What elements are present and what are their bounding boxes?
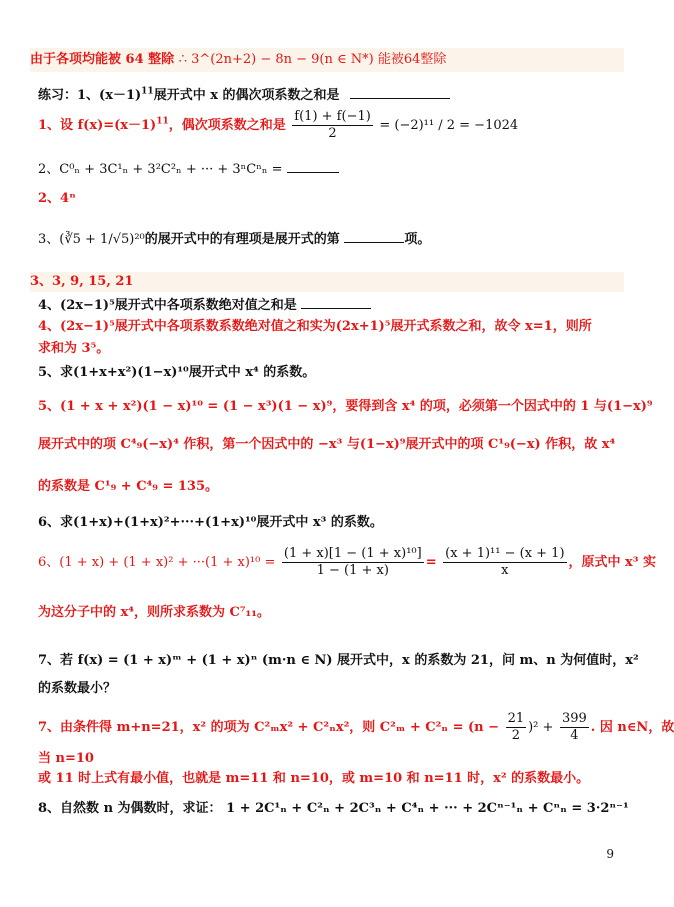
question-3-end: 项。 (404, 232, 431, 247)
answer-blank (287, 160, 339, 173)
answer-2: 2、4ⁿ (38, 191, 76, 206)
answer-blank (344, 230, 404, 243)
question-5: 5、求(1+x+x²)(1−x)¹⁰展开式中 x⁴ 的系数。 (38, 365, 316, 380)
answer-7-fraction-1: $\frac{21}{2}$ (507, 711, 525, 743)
answer-5-line-3: 的系数是 C¹₉ + C⁴₉ = 135。 (38, 479, 219, 494)
answer-3: 3、3, 9, 15, 21 (30, 272, 624, 292)
question-6: 6、求(1+x)+(1+x)²+···+(1+x)¹⁰展开式中 x³ 的系数。 (38, 515, 383, 530)
answer-7-line-2: 当 n=10 (38, 751, 94, 766)
answer-1: 1、设 $f(x)=(x-1)^{11}$，偶次项系数之和是 $\frac{f(1) + f(-1)}{2}$ = (−2)¹¹ / 2 = −1024 (38, 109, 519, 141)
answer-6-fraction-2: $\frac{\text{(x + 1)¹¹ − (x + 1)}}{x}$ (445, 546, 565, 578)
answer-1-result: = (−2)¹¹ / 2 = −1024 (379, 118, 519, 133)
question-3 (38, 230, 624, 249)
question-3-text: 的展开式中的有理项是展开式的第 (144, 232, 340, 247)
answer-7: 7、由条件得 m+n=21，x² 的项为 C²ₘx² + C²ₙx²，则 C²ₘ + C²ₙ = (n − $\frac{21}{2}$ )² + $\frac{399}{4}$ . 因 n∈N，故 (38, 711, 674, 743)
answer-7-post: . 因 n∈N，故 (590, 720, 674, 735)
highlight-line (30, 48, 624, 72)
answer-7-line-3: 或 11 时上式有最小值，也就是 m=11 和 n=10，或 m=10 和 n=11 时，x² 的系数最小。 (38, 771, 590, 786)
highlight-text: 由于各项均能被 64 整除 (30, 52, 175, 67)
answer-5-line-1: 5、(1 + x + x²)(1 − x)¹⁰ = (1 − x³)(1 − x)⁹，要得到含 x⁴ 的项，必须第一个因式中的 1 与(1−x)⁹ (38, 399, 653, 414)
question-2-text: 2、C⁰ₙ + 3C¹ₙ + 3²C²ₙ + ··· + 3ⁿCⁿₙ = (38, 162, 283, 177)
answer-blank (350, 86, 450, 99)
answer-blank (301, 296, 371, 309)
answer-6: 6、(1 + x) + (1 + x)² + ···(1 + x)¹⁰ = $\frac{\text{(1 + x)[1 − (1 + x)¹⁰]}}{1 - (1 + x)}$ = $\frac{\text{(x + 1)¹¹ − (x + 1)}}{x}$ ，原式中 x³ 实 (38, 546, 657, 578)
answer-6-line-2: 为这分子中的 x⁴，则所求系数为 C⁷₁₁。 (38, 605, 270, 620)
answer-6-fraction-1: $\frac{\text{(1 + x)[1 − (1 + x)¹⁰]}}{1 - (1 + x)}$ (283, 546, 422, 578)
answer-7-pre: 7、由条件得 m+n=21，x² 的项为 C²ₘx² + C²ₙx²，则 C²ₘ + C²ₙ = (n − (38, 720, 500, 735)
answer-5-line-2: 展开式中的项 C⁴₉(−x)⁴ 作积，第一个因式中的 −x³ 与(1−x)⁹展开式中的项 C¹₉(−x) 作积，故 x⁴ (38, 437, 616, 452)
question-7-line-1: 7、若 f(x) = (1 + x)ᵐ + (1 + x)ⁿ (m·n ∈ N) 展开式中，x 的系数为 21，问 m、n 为何值时，x² (38, 653, 639, 668)
answer-1-fraction: $\frac{f(1) + f(-1)}{2}$ (294, 109, 371, 141)
highlight-math: ∴ 3^(2n+2) − 8n − 9(n ∈ N*) 能被64整除 (178, 52, 447, 67)
answer-4-line-1: 4、(2x−1)⁵展开式中各项系数系数绝对值之和实为(2x+1)⁵展开式系数之和，故令 x=1，则所 (38, 319, 592, 334)
question-7-line-2: 的系数最小？ (38, 681, 117, 696)
question-3-expr: 3、(∛5 + 1/√5)²⁰ (38, 232, 145, 247)
question-8: 8、自然数 n 为偶数时，求证： 1 + 2C¹ₙ + C²ₙ + 2C³ₙ + C⁴ₙ + ··· + 2Cⁿ⁻¹ₙ + Cⁿₙ = 3·2ⁿ⁻¹ (38, 801, 629, 816)
answer-6-tail: ，原式中 x³ 实 (568, 555, 657, 570)
question-4 (38, 296, 624, 315)
practice-title: 练习：1、(x－1) (38, 88, 142, 103)
answer-6-lhs: 6、(1 + x) + (1 + x)² + ···(1 + x)¹⁰ = (38, 555, 276, 570)
answer-7-fraction-2: $\frac{399}{4}$ (561, 711, 587, 743)
question-2 (38, 160, 624, 179)
question-4-text: 4、(2x−1)⁵展开式中各项系数绝对值之和是 (38, 298, 297, 313)
page-number: 9 (606, 847, 614, 861)
answer-1-prefix: 1、设 f(x)=(x－1) (38, 118, 157, 133)
practice-question-1: 练习：1、$(x-1)^{11}$展开式中 x 的偶次项系数之和是 (38, 86, 624, 105)
practice-rest: 展开式中 x 的偶次项系数之和是 (153, 88, 340, 103)
answer-1-mid: ，偶次项系数之和是 (168, 118, 286, 133)
answer-4-line-2: 求和为 3⁵。 (38, 341, 110, 356)
